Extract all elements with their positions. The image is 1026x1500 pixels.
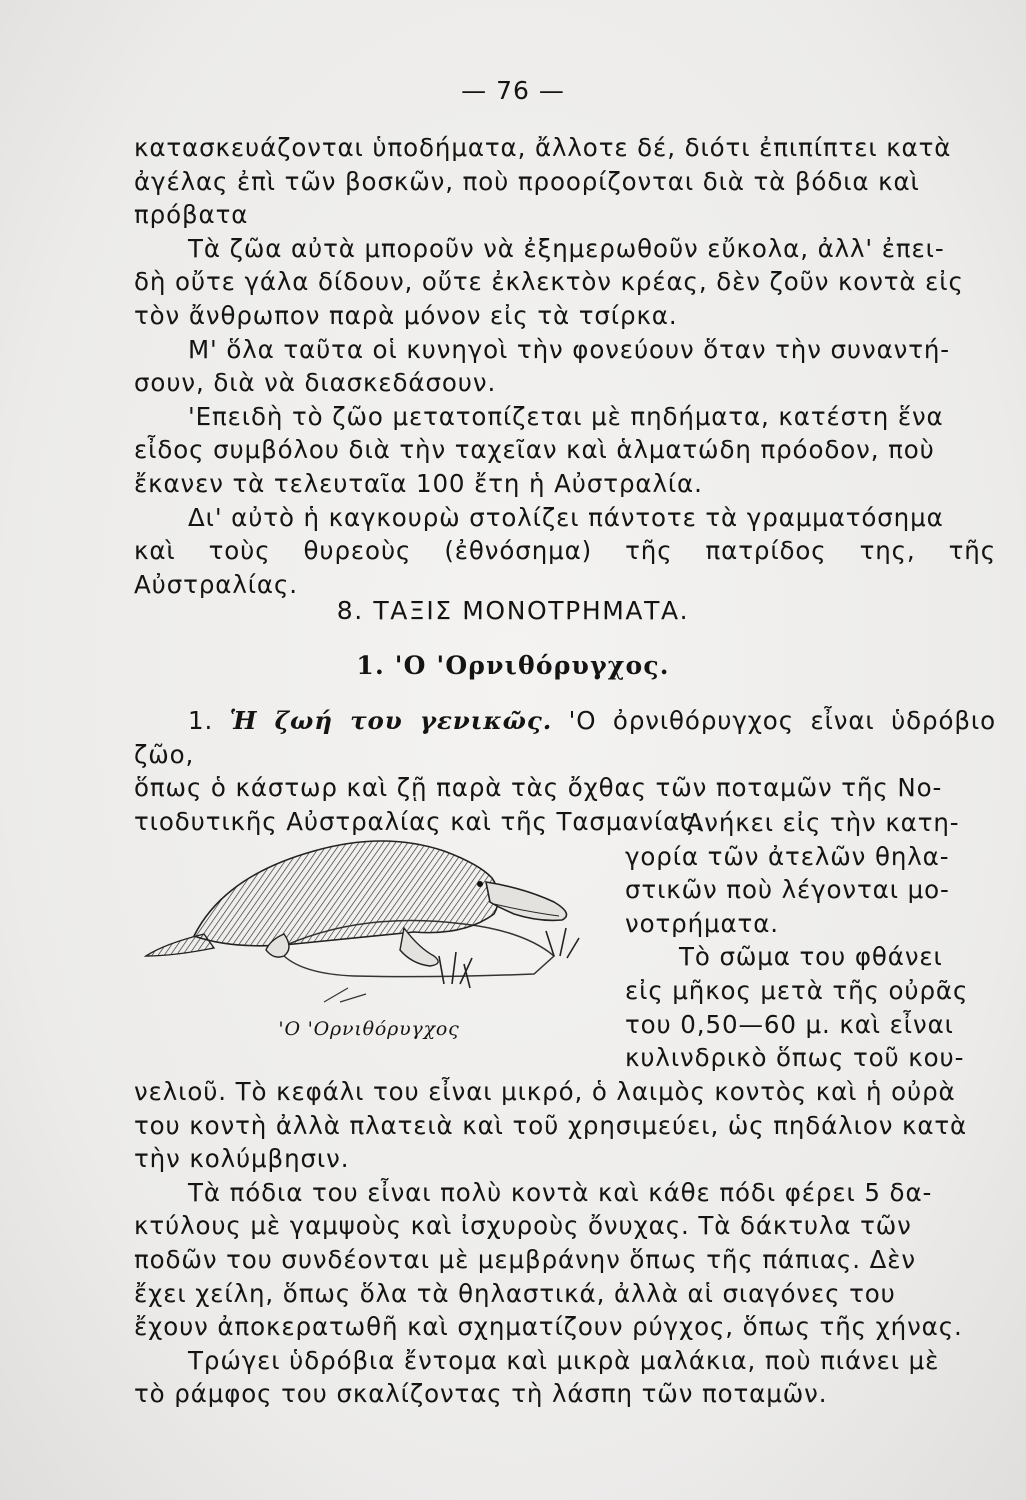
paragraph: [625, 806, 996, 940]
text-line: 'Ανήκει εἰς τὴν κατη-: [679, 808, 960, 837]
paragraph: [134, 131, 996, 232]
text-line: κυλινδρικὸ ὅπως τοῦ κου-: [625, 1043, 965, 1073]
text-line: ποδῶν του συνδέονται μὲ μεμβράνην ὅπως τῆς πάπιας. Δὲν: [134, 1244, 916, 1274]
text-line: ἔχει χείλη, ὅπως ὅλα τὰ θηλαστικά, ἀλλὰ αἱ σιαγόνες του: [134, 1278, 896, 1308]
text-line: νοτρήματα.: [625, 908, 779, 938]
text-line: Μ' ὅλα ταῦτα οἱ κυνηγοὶ τὴν φονεύουν ὅταν τὴν συναντή-: [188, 334, 951, 364]
subsection-title: 1. 'Ο 'Ορνιθόρυγχος.: [356, 651, 670, 680]
text-line: τιοδυτικῆς Αὐστραλίας καὶ τῆς Τασμανίας.: [134, 806, 705, 836]
text-line: Τὰ πόδια του εἶναι πολὺ κοντὰ καὶ κάθε πόδι φέρει 5 δα-: [188, 1177, 933, 1207]
text-line: εἶδος συμβόλου διὰ τὴν ταχεῖαν καὶ ἁλματώδη πρόοδον, ποὺ: [134, 435, 935, 465]
text-line: τὸ ράμφος του σκαλίζοντας τὴ λάσπη τῶν ποταμῶν.: [134, 1379, 828, 1409]
paragraph: [134, 1344, 996, 1411]
text-block-wrap: [625, 806, 996, 1075]
text-line: ἔχουν ἀποκερατωθῆ καὶ σχηματίζουν ρύγχος, ὅπως τῆς χήνας.: [134, 1312, 963, 1342]
paragraph: [134, 1176, 996, 1344]
text-line: καὶ τοὺς θυρεοὺς (ἐθνόσημα) τῆς πατρίδος της, τῆς Αὐστραλίας.: [134, 536, 996, 599]
paragraph: [134, 501, 996, 602]
text-line: κατασκευάζονται ὑποδήματα, ἄλλοτε δέ, διότι ἐπιπίπτει κατὰ: [134, 133, 952, 162]
paragraph: [134, 400, 996, 501]
text-line: κτύλους μὲ γαμψοὺς καὶ ἰσχυροὺς ὄνυχας. Τὰ δάκτυλα τῶν: [134, 1211, 912, 1241]
text-line: Δι' αὐτὸ ἡ καγκουρὼ στολίζει πάντοτε τὰ γραμματόσημα: [188, 502, 944, 532]
section-title: 8. ΤΑΞΙΣ ΜΟΝΟΤΡΗΜΑΤΑ.: [336, 596, 690, 625]
text-line: γορία τῶν ἀτελῶν θηλα-: [625, 841, 950, 871]
text-line: τὸν ἄνθρωπον παρὰ μόνον εἰς τὰ τσίρκα.: [134, 300, 678, 330]
text-line: νελιοῦ. Τὸ κεφάλι του εἶναι μικρό, ὁ λαιμὸς κοντὸς καὶ ἡ οὐρὰ: [134, 1077, 956, 1106]
text-line: ἀγέλας ἐπὶ τῶν βοσκῶν, ποὺ προορίζονται διὰ τὰ βόδια καὶ: [134, 166, 920, 196]
lead-title: Ἡ ζωή του γενικῶς.: [229, 706, 553, 735]
text-line: ἔκανεν τὰ τελευταῖα 100 ἔτη ἡ Αὐστραλία.: [134, 468, 703, 498]
text-line: του 0,50—60 μ. καὶ εἶναι: [625, 1009, 954, 1039]
paragraph: [134, 333, 996, 400]
text-line: πρόβατα: [134, 200, 249, 230]
text-line: στικῶν ποὺ λέγονται μο-: [625, 875, 950, 905]
text-line: τὴν κολύμβησιν.: [134, 1144, 350, 1174]
text-block-kangaroo: [134, 131, 996, 601]
paragraph: [625, 940, 996, 1074]
text-line: Τὸ σῶμα του φθάνει: [679, 942, 943, 972]
lead-number: 1.: [188, 706, 214, 735]
text-line: εἰς μῆκος μετὰ τῆς οὐρᾶς: [625, 975, 969, 1005]
platypus-figure: [134, 806, 604, 1052]
page-number: — 76 —: [461, 76, 565, 105]
text-line: σουν, διὰ νὰ διασκεδάσουν.: [134, 368, 497, 398]
text-line: δὴ οὔτε γάλα δίδουν, οὔτε ἐκλεκτὸν κρέας, δὲν ζοῦν κοντὰ εἰς: [134, 267, 964, 297]
figure-caption: 'Ο 'Ορνιθόρυγχος: [278, 1018, 460, 1040]
paragraph: [134, 1075, 996, 1176]
text-line: 'Ο ὀρνιθόρυγχος εἶναι ὑδρόβιο ζῶο,: [134, 706, 996, 769]
text-line: Τρώγει ὑδρόβια ἔντομα καὶ μικρὰ μαλάκια, ποὺ πιάνει μὲ: [188, 1345, 940, 1375]
text-line: Τὰ ζῶα αὐτὰ μποροῦν νὰ ἐξημερωθοῦν εὔκολα, ἀλλ' ἐπει-: [188, 233, 945, 263]
text-line: ὅπως ὁ κάστωρ καὶ ζῇ παρὰ τὰς ὄχθας τῶν ποταμῶν τῆς Νο-: [134, 773, 943, 803]
text-line: του κοντὴ ἀλλὰ πλατειὰ καὶ τοῦ χρησιμεύει, ὡς πηδάλιον κατὰ: [134, 1110, 968, 1140]
text-block-description: [134, 1075, 996, 1411]
text-line: 'Επειδὴ τὸ ζῶο μετατοπίζεται μὲ πηδήματα, κατέστη ἕνα: [188, 401, 944, 431]
platypus-illustration: [134, 806, 604, 1016]
paragraph: [134, 232, 996, 333]
